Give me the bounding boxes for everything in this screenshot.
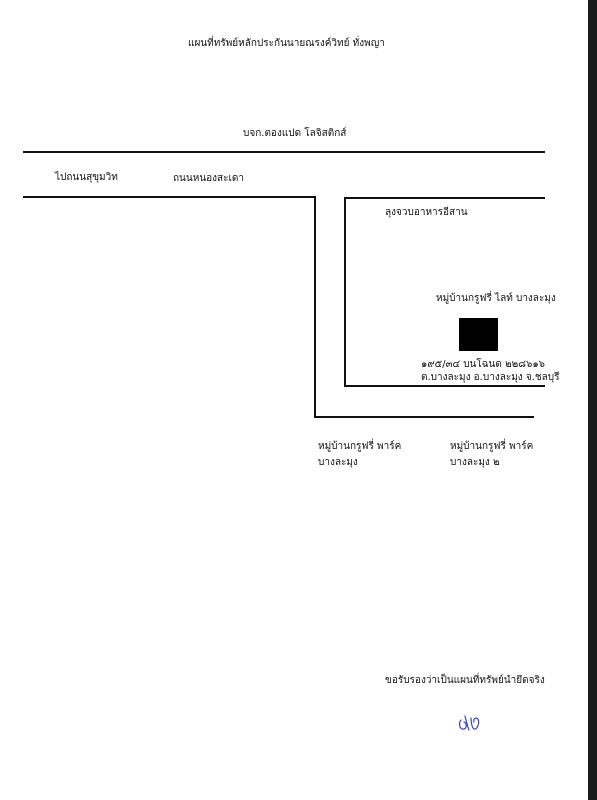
page-edge-strip: [588, 0, 597, 800]
company-label: บจก.ตองแปด โลจิสติกส์: [243, 128, 347, 139]
soi-bottom-line: [314, 416, 534, 418]
landmark-restaurant: ลุงจวบอาหารอีสาน: [385, 207, 468, 218]
road-bottom-line: [23, 196, 316, 198]
road-label-sukhumvit: ไปถนนสุขุมวิท: [55, 172, 118, 183]
landmark-village-park-1-line-1: หมู่บ้านกรูฟรี่ พาร์ค: [318, 441, 402, 452]
address-line-1: ๑๙๕/๓๔ บนโฉนด ๒๒๘๖๑๖: [421, 359, 546, 370]
plot-top-line: [345, 197, 545, 199]
plot-left-line: [344, 197, 346, 387]
redacted-box: [459, 318, 498, 351]
road-label-nongsadao: ถนนหนองสะเดา: [173, 173, 245, 184]
signature-icon: [455, 708, 495, 738]
road-top-line: [23, 151, 545, 153]
landmark-village-park-1-line-2: บางละมุง: [318, 457, 358, 468]
certification-text: ขอรับรองว่าเป็นแผนที่ทรัพย์นำยึดจริง: [385, 675, 545, 686]
landmark-village-park-2-line-2: บางละมุง ๒: [450, 457, 500, 468]
page-title: แผนที่ทรัพย์หลักประกันนายณรงค์วิทย์ ทั่งพญา: [188, 38, 385, 49]
address-line-2: ต.บางละมุง อ.บางละมุง จ.ชลบุรี: [421, 372, 560, 383]
landmark-village-light: หมู่บ้านกรูฟรี่ ไลท์ บางละมุง: [436, 293, 556, 304]
soi-left-line: [314, 196, 316, 418]
landmark-village-park-2-line-1: หมู่บ้านกรูฟรี่ พาร์ค: [450, 441, 534, 452]
plot-bottom-line: [344, 385, 545, 387]
